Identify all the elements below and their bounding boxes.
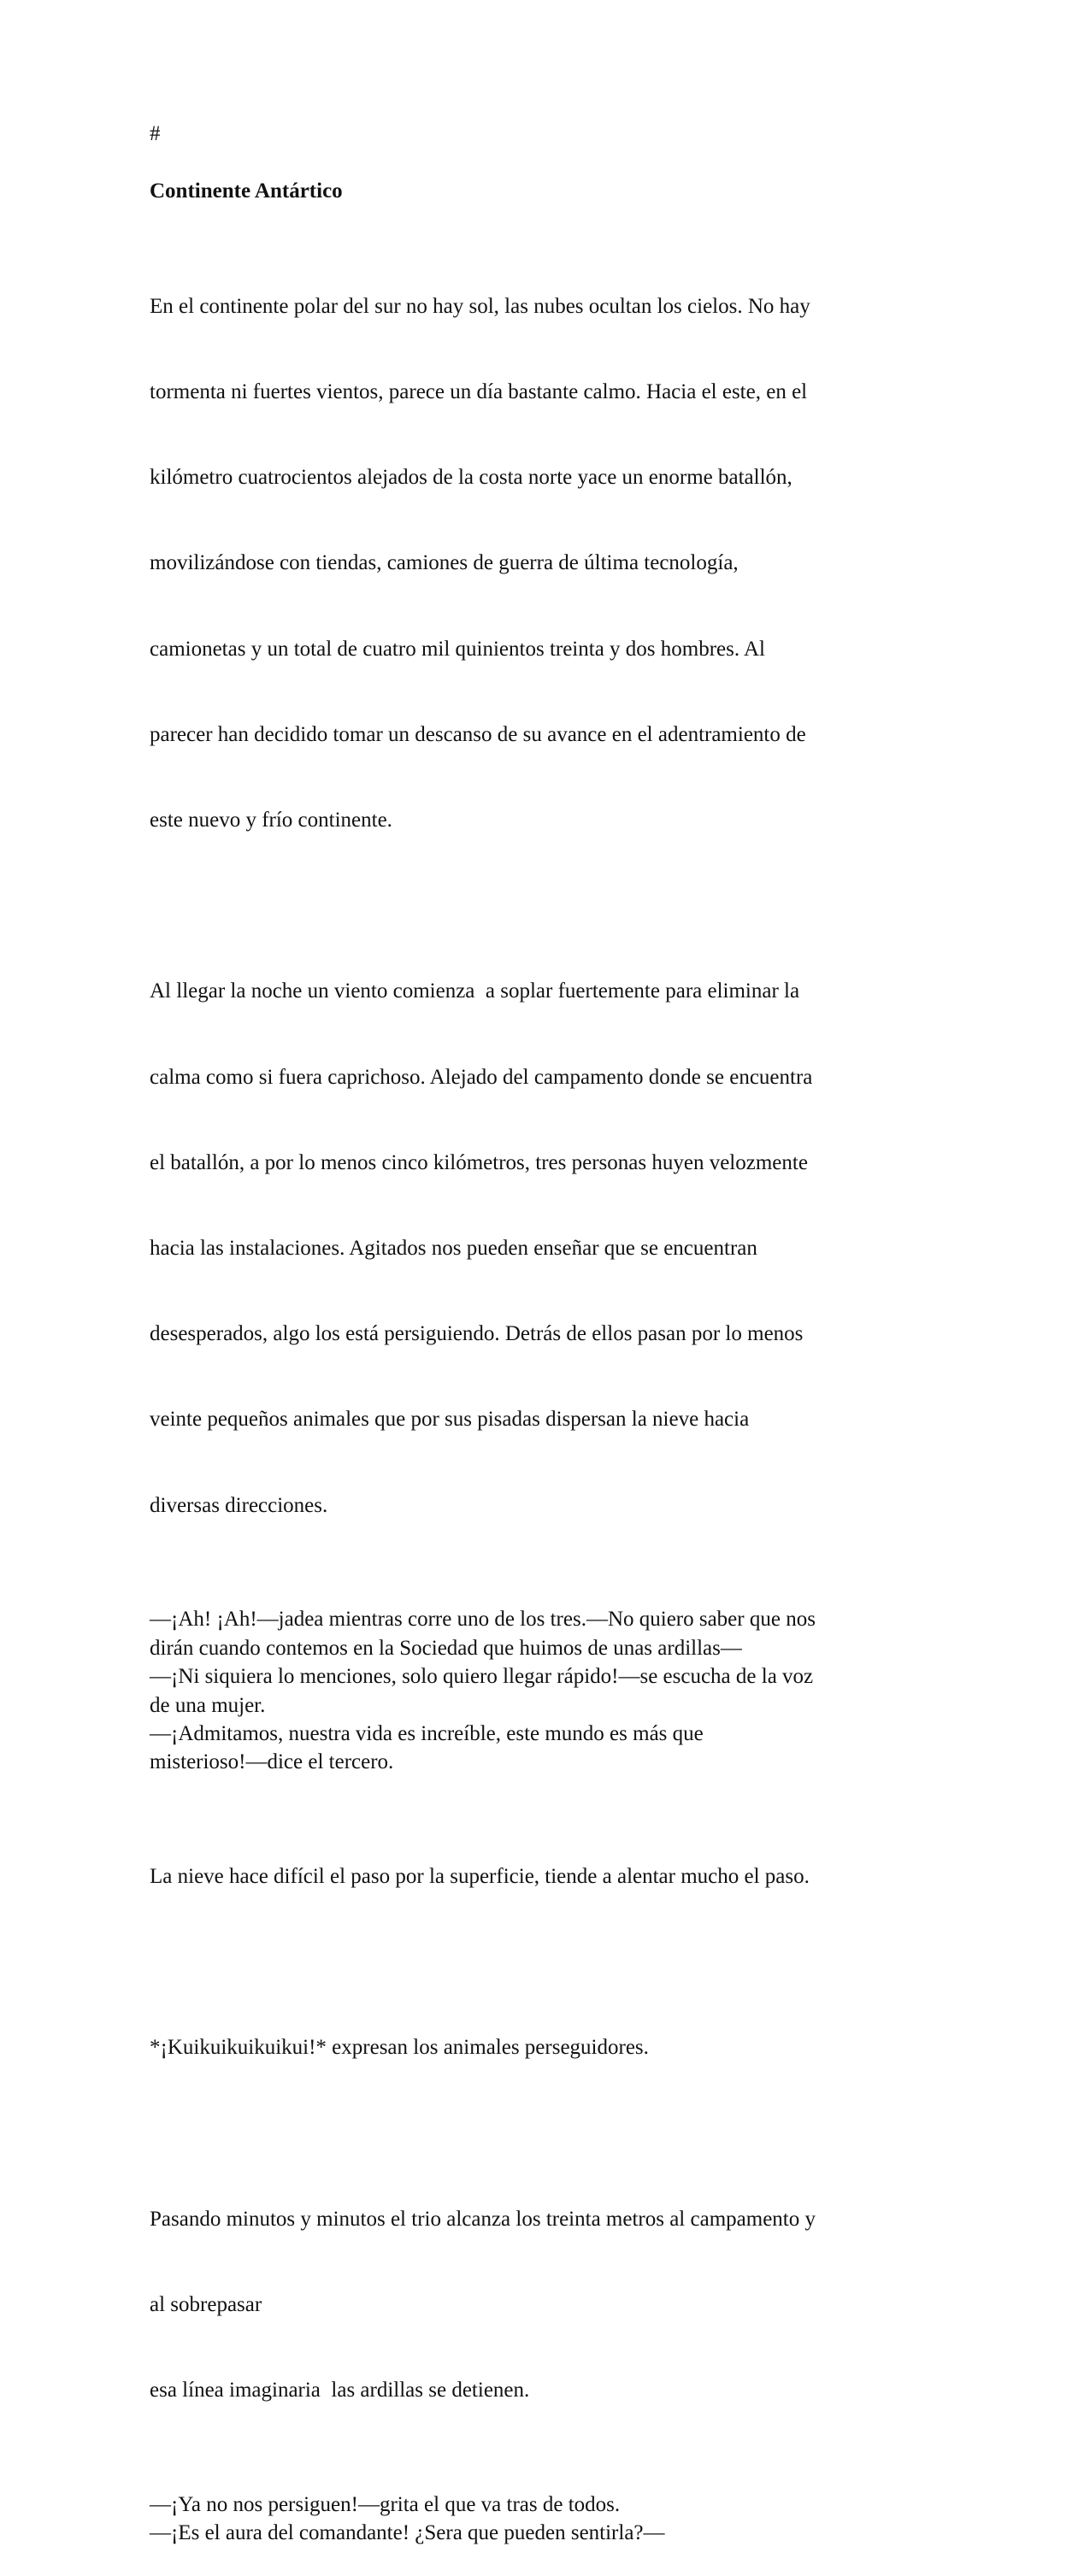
dialogue-line: —¡Ya no nos persiguen!—grita el que va tras de todos. xyxy=(150,2492,621,2516)
paragraph-line: veinte pequeños animales que por sus pisadas dispersan la nieve hacia xyxy=(150,1408,750,1432)
paragraph-line: movilizándose con tiendas, camiones de guerra de última tecnología, xyxy=(150,551,739,575)
paragraph-line: kilómetro cuatrocientos alejados de la costa norte yace un enorme batallón, xyxy=(150,466,792,490)
dialogue-line: —¡Ah! ¡Ah!—jadea mientras corre uno de los tres.—No quiero saber que nos xyxy=(150,1608,816,1632)
paragraph-2 xyxy=(150,920,945,1577)
paragraph-line: *¡Kuikuikuikuikui!* expresan los animales perseguidores. xyxy=(150,2036,649,2060)
paragraph-line: hacia las instalaciones. Agitados nos pueden enseñar que se encuentran xyxy=(150,1237,757,1261)
paragraph-line: Pasando minutos y minutos el trio alcanza los treinta metros al campamento y xyxy=(150,2207,816,2231)
paragraph-line: Al llegar la noche un viento comienza a soplar fuertemente para eliminar la xyxy=(150,979,800,1003)
paragraph-5 xyxy=(150,2148,945,2461)
paragraph-line: camionetas y un total de cuatro mil quinientos treinta y dos hombres. Al xyxy=(150,637,765,661)
paragraph-line: al sobrepasar xyxy=(150,2292,262,2316)
dialogue-line: misterioso!—dice el tercero. xyxy=(150,1750,394,1774)
paragraph-1 xyxy=(150,235,945,891)
paragraph-3 xyxy=(150,1805,945,1948)
dialogue-line: de una mujer. xyxy=(150,1693,266,1717)
paragraph-line: este nuevo y frío continente. xyxy=(150,808,392,832)
paragraph-line: el batallón, a por lo menos cinco kilómetros, tres personas huyen velozmente xyxy=(150,1150,808,1174)
dialogue-line: —¡Admitamos, nuestra vida es increíble, este mundo es más que xyxy=(150,1721,704,1745)
section-marker: # xyxy=(150,122,161,145)
paragraph-line: La nieve hace difícil el paso por la superficie, tiende a alentar mucho el paso. xyxy=(150,1864,810,1888)
paragraph-line: esa línea imaginaria las ardillas se detienen. xyxy=(150,2379,530,2403)
document-body xyxy=(150,120,945,2576)
paragraph-line: En el continente polar del sur no hay sol, las nubes ocultan los cielos. No hay xyxy=(150,294,810,318)
paragraph-line: parecer han decidido tomar un descanso de su avance en el adentramiento de xyxy=(150,722,806,746)
paragraph-4 xyxy=(150,1977,945,2120)
chapter-title: Continente Antártico xyxy=(150,179,343,203)
paragraph-line: tormenta ni fuertes vientos, parece un día bastante calmo. Hacia el este, en el xyxy=(150,379,808,403)
dialogue-block-1 xyxy=(150,1605,945,1776)
dialogue-line: —¡Ni siquiera lo menciones, solo quiero llegar rápido!—se escucha de la voz xyxy=(150,1665,814,1689)
paragraph-line: desesperados, algo los está persiguiendo. Detrás de ellos pasan por lo menos xyxy=(150,1322,804,1346)
paragraph-line: calma como si fuera caprichoso. Alejado del campamento donde se encuentra xyxy=(150,1065,813,1089)
dialogue-line: —¡Es el aura del comandante! ¿Sera que pueden sentirla?— xyxy=(150,2521,665,2545)
dialogue-line: dirán cuando contemos en la Sociedad que huimos de unas ardillas— xyxy=(150,1636,742,1660)
dialogue-block-2 xyxy=(150,2491,945,2548)
paragraph-line: diversas direcciones. xyxy=(150,1493,328,1517)
